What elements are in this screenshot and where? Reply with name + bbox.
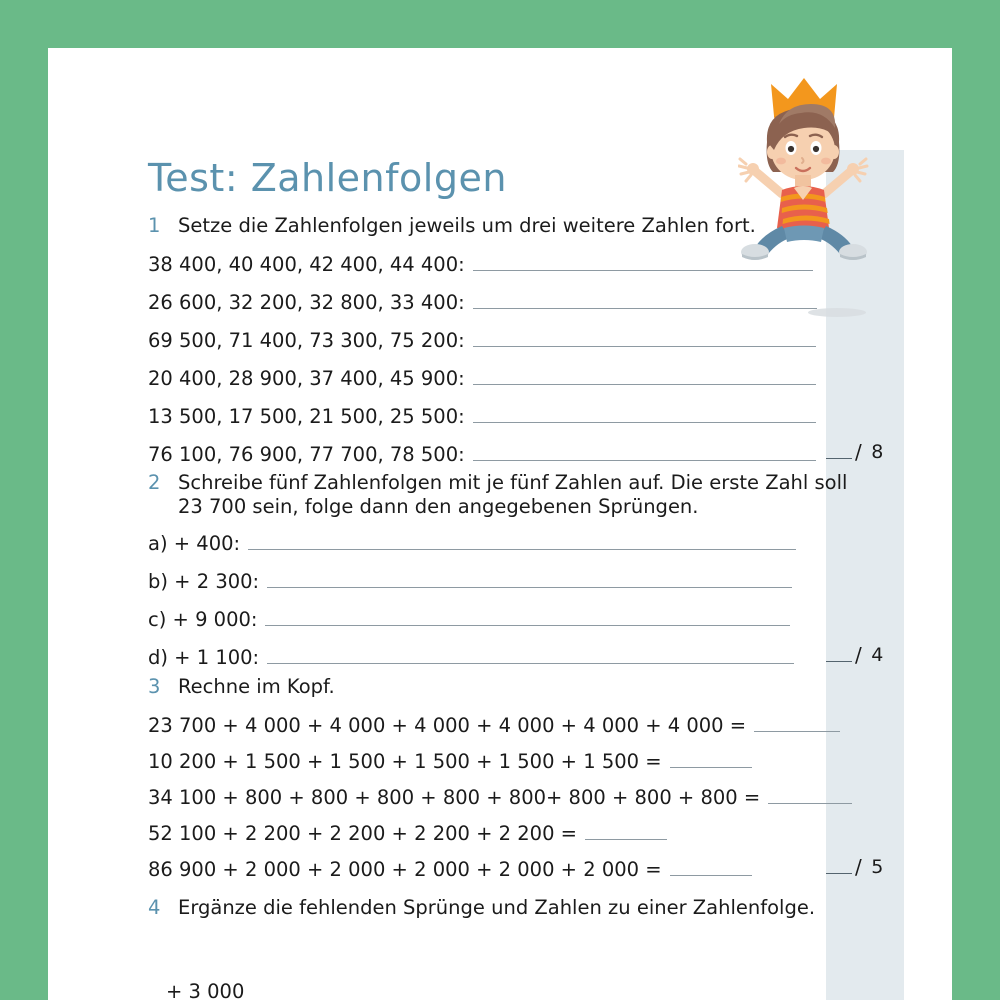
score-max: 8 (871, 441, 884, 463)
task-3-row-4 (148, 822, 667, 845)
answer-line[interactable] (473, 294, 817, 309)
calculation-text: 86 900 + 2 000 + 2 000 + 2 000 + 2 000 + 2 000 = (148, 858, 662, 881)
task-1-instruction: Setze die Zahlenfolgen jeweils um drei weitere Zahlen fort. (178, 214, 756, 237)
score-slash: / (855, 643, 863, 667)
answer-line[interactable] (585, 825, 667, 840)
task-1-number: 1 (148, 214, 161, 237)
task-2-number: 2 (148, 471, 161, 494)
task-1-row-3 (148, 329, 816, 352)
answer-line[interactable] (754, 717, 840, 732)
task-2-row-c (148, 608, 790, 631)
task-1-score[interactable] (826, 441, 912, 463)
score-max: 5 (871, 856, 884, 878)
sequence-text: 26 600, 32 200, 32 800, 33 400: (148, 291, 465, 314)
calculation-text: 52 100 + 2 200 + 2 200 + 2 200 + 2 200 = (148, 822, 578, 845)
task-4-instruction: Ergänze die fehlenden Sprünge und Zahlen zu einer Zahlenfolge. (178, 896, 816, 919)
boy-svg (738, 72, 878, 272)
task-3-row-5 (148, 858, 752, 881)
task-4-first-step: + 3 000 (166, 980, 245, 1000)
answer-line[interactable] (473, 408, 816, 423)
score-max: 4 (871, 644, 884, 666)
task-2-instruction-line-2: 23 700 sein, folge dann den angegebenen Sprüngen. (178, 495, 699, 518)
task-1-heading (148, 214, 756, 237)
task-3-row-1 (148, 714, 840, 737)
task-1-row-2 (148, 291, 817, 314)
task-2-row-d (148, 646, 794, 669)
answer-line[interactable] (768, 789, 852, 804)
task-2-instruction-line-1: Schreibe fünf Zahlenfolgen mit je fünf Zahlen auf. Die erste Zahl soll (178, 471, 848, 494)
task-3-row-3 (148, 786, 852, 809)
illustration-shadow (808, 308, 866, 317)
task-3-number: 3 (148, 675, 161, 698)
boy-with-crown-illustration (738, 72, 878, 272)
task-2-score[interactable] (826, 644, 912, 666)
answer-line[interactable] (473, 446, 816, 461)
task-2-row-b (148, 570, 792, 593)
answer-line[interactable] (267, 573, 792, 588)
answer-line[interactable] (267, 649, 794, 664)
step-label: a) + 400: (148, 532, 241, 555)
score-input-blank[interactable] (826, 648, 852, 662)
score-slash: / (855, 855, 863, 879)
worksheet-page (48, 48, 952, 1000)
calculation-text: 34 100 + 800 + 800 + 800 + 800 + 800+ 800 + 800 + 800 = (148, 786, 761, 809)
sequence-text: 13 500, 17 500, 21 500, 25 500: (148, 405, 465, 428)
task-4-heading (148, 896, 815, 919)
score-input-blank[interactable] (826, 445, 852, 459)
answer-line[interactable] (473, 370, 816, 385)
answer-line[interactable] (248, 535, 796, 550)
calculation-text: 23 700 + 4 000 + 4 000 + 4 000 + 4 000 + 4 000 + 4 000 = (148, 714, 747, 737)
sequence-text: 76 100, 76 900, 77 700, 78 500: (148, 443, 465, 466)
step-label: b) + 2 300: (148, 570, 260, 593)
task-1-row-1 (148, 253, 813, 276)
task-2-heading (148, 471, 847, 518)
step-label: c) + 9 000: (148, 608, 258, 631)
calculation-text: 10 200 + 1 500 + 1 500 + 1 500 + 1 500 + 1 500 = (148, 750, 662, 773)
sequence-text: 20 400, 28 900, 37 400, 45 900: (148, 367, 465, 390)
score-input-blank[interactable] (826, 860, 852, 874)
task-1-row-4 (148, 367, 816, 390)
task-2-row-a (148, 532, 796, 555)
step-label: d) + 1 100: (148, 646, 260, 669)
task-3-instruction: Rechne im Kopf. (178, 675, 335, 698)
score-slash: / (855, 440, 863, 464)
task-3-score[interactable] (826, 856, 912, 878)
task-4-number: 4 (148, 896, 161, 919)
task-3-row-2 (148, 750, 752, 773)
sequence-text: 69 500, 71 400, 73 300, 75 200: (148, 329, 465, 352)
task-1-row-6 (148, 443, 816, 466)
answer-line[interactable] (473, 332, 816, 347)
page-title: Test: Zahlenfolgen (148, 156, 507, 200)
answer-line[interactable] (473, 256, 813, 271)
answer-line[interactable] (670, 861, 752, 876)
answer-line[interactable] (670, 753, 752, 768)
answer-line[interactable] (265, 611, 790, 626)
task-1-row-5 (148, 405, 816, 428)
task-3-heading (148, 675, 335, 698)
sequence-text: 38 400, 40 400, 42 400, 44 400: (148, 253, 465, 276)
